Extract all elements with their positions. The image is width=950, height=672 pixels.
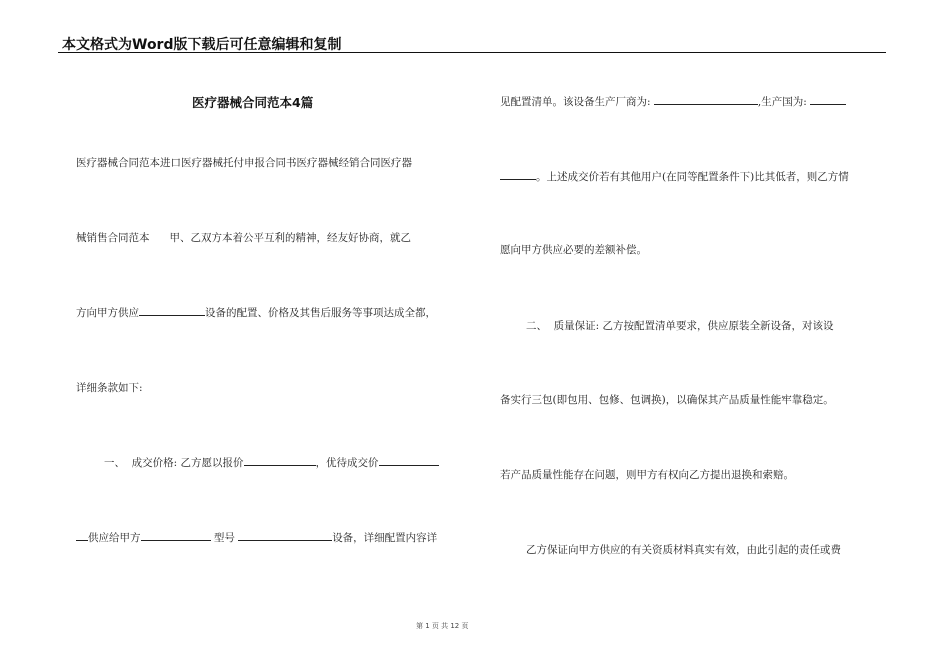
right-paragraph-line [500, 168, 849, 184]
text-segment: 型号 [210, 532, 239, 544]
header-divider [58, 52, 886, 53]
left-paragraph-line [76, 529, 437, 545]
text-segment: ，优待成交价 [315, 457, 379, 469]
fill-in-blank [500, 168, 536, 180]
right-paragraph-line: 愿向甲方供应必要的差额补偿。 [500, 244, 647, 256]
fill-in-blank [654, 93, 758, 105]
text-segment: 供应给甲方 [88, 532, 141, 544]
text-segment: 设备的配置、价格及其售后服务等事项达成全都， [205, 307, 436, 319]
left-paragraph-line [76, 304, 436, 320]
text-segment: 。上述成交价若有其他用户(在同等配置条件下)比其低者，则乙方情 [536, 171, 849, 183]
left-paragraph-line [104, 454, 439, 470]
right-paragraph-line: 备实行三包(即包用、包修、包调换)，以确保其产品质量性能牢靠稳定。 [500, 394, 834, 406]
text-segment: 见配置清单。该设备生产厂商为: [500, 96, 654, 108]
fill-in-blank [141, 529, 211, 541]
fill-in-blank [238, 529, 332, 541]
fill-in-blank [810, 93, 846, 105]
left-paragraph-line: 医疗器械合同范本进口医疗器械托付申报合同书医疗器械经销合同医疗器 [76, 157, 412, 169]
right-paragraph-line: 若产品质量性能存在问题，则甲方有权向乙方提出退换和索赔。 [500, 469, 794, 481]
right-paragraph-line [500, 93, 846, 109]
text-segment: 方向甲方供应 [76, 307, 139, 319]
page-number: 第 1 页 共 12 页 [416, 622, 469, 630]
left-paragraph-line: 械销售合同范本 甲、乙双方本着公平互利的精神，经友好协商，就乙 [76, 232, 412, 244]
text-segment: 一、 成交价格: 乙方愿以报价 [104, 457, 244, 469]
fill-in-blank [139, 304, 205, 316]
text-segment: 设备，详细配置内容详 [332, 532, 438, 544]
text-segment: ,生产国为: [757, 96, 811, 108]
right-paragraph-line: 二、 质量保证: 乙方按配置清单要求，供应原装全新设备，对该设 [526, 320, 834, 332]
fill-in-blank [244, 454, 316, 466]
fill-in-blank [76, 529, 88, 541]
fill-in-blank [379, 454, 439, 466]
left-paragraph-line: 详细条款如下: [76, 382, 143, 394]
right-paragraph-line: 乙方保证向甲方供应的有关资质材料真实有效，由此引起的责任或费 [526, 544, 841, 556]
document-header: 本文格式为Word版下载后可任意编辑和复制 [62, 37, 342, 53]
document-title: 医疗器械合同范本4篇 [192, 95, 314, 110]
